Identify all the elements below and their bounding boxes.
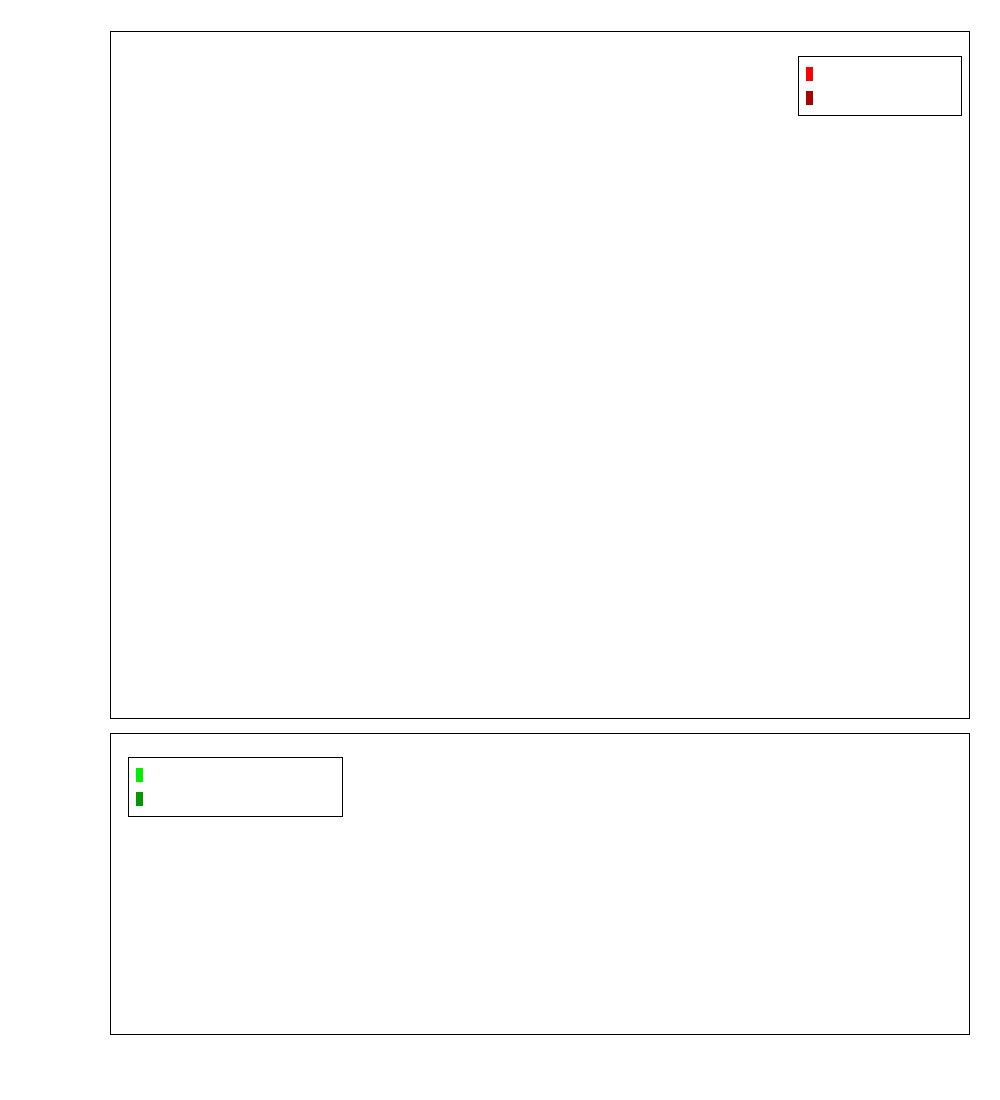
utilized-ruptures-color-swatch bbox=[136, 792, 143, 806]
rupture-count-legend bbox=[128, 757, 343, 817]
legend-item bbox=[136, 763, 334, 787]
available-ruptures-color-swatch bbox=[136, 768, 143, 782]
incremental-rate-legend bbox=[798, 56, 962, 116]
legend-item bbox=[136, 787, 334, 811]
incremental-rate-plot-area bbox=[111, 32, 969, 718]
incremental-rate-chart bbox=[110, 31, 970, 719]
nucleation-color-swatch bbox=[806, 91, 813, 105]
participation-color-swatch bbox=[806, 67, 813, 81]
legend-item bbox=[806, 86, 953, 110]
legend-item bbox=[806, 62, 953, 86]
